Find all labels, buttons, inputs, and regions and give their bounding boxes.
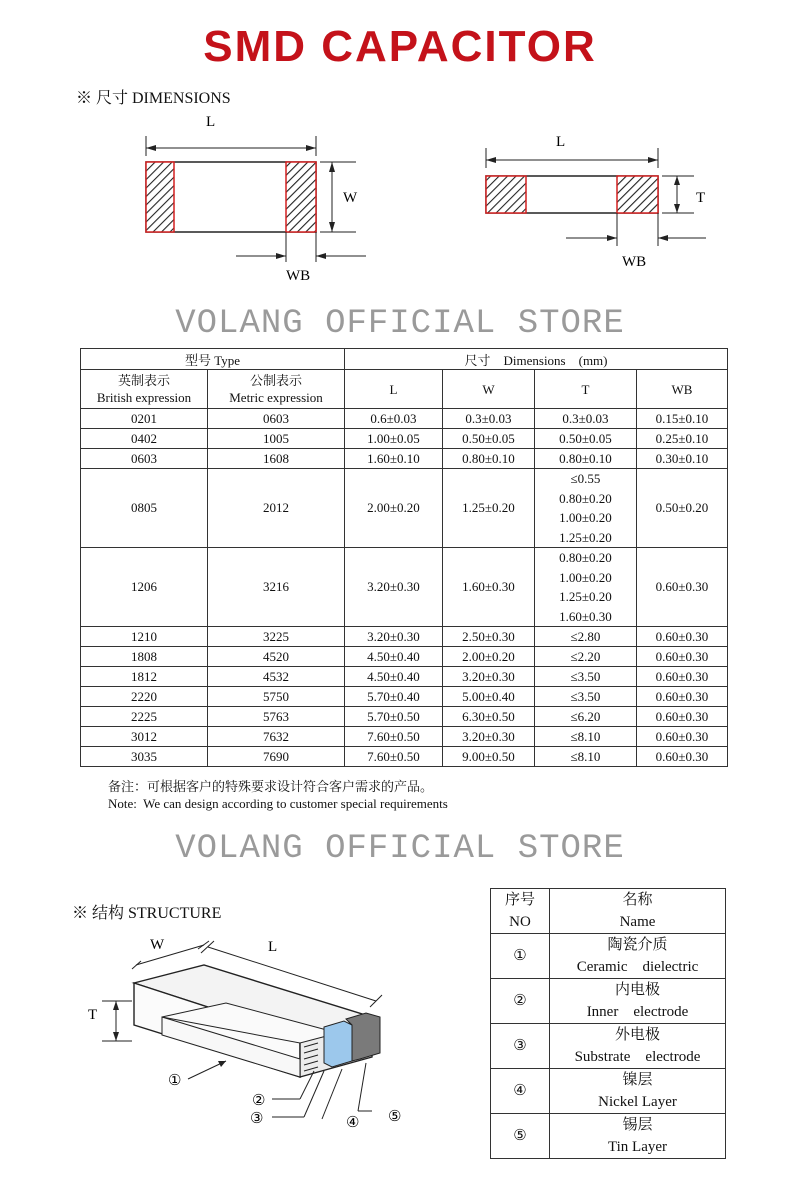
struct-label-L: L [268, 939, 278, 955]
cell-metric: 7690 [208, 747, 345, 767]
cell-metric: 3225 [208, 627, 345, 647]
struct-name-header: 名称 Name [550, 889, 726, 934]
structure-row [491, 979, 726, 1024]
note-english: Note: We can design according to customer special requirements [108, 796, 448, 811]
cell-T: ≤0.55 0.80±0.20 1.00±0.20 1.25±0.20 [535, 469, 637, 548]
marker-5: ⑤ [388, 1109, 402, 1125]
structure-no: ① [491, 934, 550, 979]
structure-diagram [76, 925, 416, 1140]
electrode-right [286, 162, 316, 232]
nickel-layer [324, 1021, 352, 1067]
cell-L: 2.00±0.20 [345, 469, 443, 548]
label-WB-side: WB [622, 254, 647, 270]
marker-1: ① [168, 1073, 182, 1089]
cell-T: 0.3±0.03 [535, 409, 637, 429]
table-row [81, 409, 728, 429]
cell-WB: 0.30±0.10 [637, 449, 728, 469]
metric-header: 公制表示 Metric expression [208, 370, 345, 409]
cell-metric: 7632 [208, 727, 345, 747]
cell-T: ≤3.50 [535, 687, 637, 707]
cell-british: 3035 [81, 747, 208, 767]
cell-WB: 0.25±0.10 [637, 429, 728, 449]
type-header: 型号 Type [81, 349, 345, 370]
structure-name: 外电极 Substrate electrode [550, 1024, 726, 1069]
cell-metric: 0603 [208, 409, 345, 429]
cell-metric: 1608 [208, 449, 345, 469]
cell-W: 6.30±0.50 [443, 707, 535, 727]
structure-row [491, 934, 726, 979]
cell-L: 4.50±0.40 [345, 647, 443, 667]
structure-name: 内电极 Inner electrode [550, 979, 726, 1024]
cell-W: 9.00±0.50 [443, 747, 535, 767]
col-L-header: L [345, 370, 443, 409]
cell-W: 0.50±0.05 [443, 429, 535, 449]
table-row [81, 707, 728, 727]
structure-row [491, 1114, 726, 1159]
cell-WB: 0.50±0.20 [637, 469, 728, 548]
structure-heading: ※ 结构 STRUCTURE [72, 905, 222, 922]
cell-british: 0603 [81, 449, 208, 469]
table-row [81, 548, 728, 627]
marker-2: ② [252, 1093, 266, 1109]
cell-L: 7.60±0.50 [345, 747, 443, 767]
cell-T: 0.80±0.20 1.00±0.20 1.25±0.20 1.60±0.30 [535, 548, 637, 627]
top-view-diagram [130, 110, 380, 290]
cell-metric: 5763 [208, 707, 345, 727]
structure-no: ④ [491, 1069, 550, 1114]
label-L: L [206, 114, 216, 130]
cell-T: 0.50±0.05 [535, 429, 637, 449]
cell-british: 3012 [81, 727, 208, 747]
col-W-header: W [443, 370, 535, 409]
table-row [81, 469, 728, 548]
structure-name: 镍层 Nickel Layer [550, 1069, 726, 1114]
cell-L: 7.60±0.50 [345, 727, 443, 747]
side-view-diagram [470, 128, 720, 278]
structure-table [490, 888, 726, 1159]
marker-4: ④ [346, 1115, 360, 1131]
cell-WB: 0.60±0.30 [637, 647, 728, 667]
label-WB: WB [286, 268, 311, 284]
cell-WB: 0.60±0.30 [637, 548, 728, 627]
cell-L: 1.00±0.05 [345, 429, 443, 449]
cell-W: 2.50±0.30 [443, 627, 535, 647]
cell-WB: 0.60±0.30 [637, 707, 728, 727]
cell-W: 0.3±0.03 [443, 409, 535, 429]
structure-row [491, 1069, 726, 1114]
cell-metric: 4532 [208, 667, 345, 687]
page-title: SMD CAPACITOR [203, 22, 597, 71]
british-header: 英制表示 British expression [81, 370, 208, 409]
cell-W: 2.00±0.20 [443, 647, 535, 667]
dimensions-table [80, 348, 728, 767]
cell-metric: 2012 [208, 469, 345, 548]
cell-T: ≤6.20 [535, 707, 637, 727]
cell-W: 1.60±0.30 [443, 548, 535, 627]
cell-british: 2220 [81, 687, 208, 707]
cell-T: ≤2.80 [535, 627, 637, 647]
dimensions-header: 尺寸 Dimensions (mm) [345, 349, 728, 370]
cell-T: ≤2.20 [535, 647, 637, 667]
cell-metric: 1005 [208, 429, 345, 449]
electrode-left-side [486, 176, 526, 213]
table-row [81, 429, 728, 449]
table-row [81, 647, 728, 667]
cell-T: ≤3.50 [535, 667, 637, 687]
electrode-right-side [617, 176, 658, 213]
cell-WB: 0.60±0.30 [637, 727, 728, 747]
cell-metric: 3216 [208, 548, 345, 627]
struct-no-header: 序号 NO [491, 889, 550, 934]
cell-L: 0.6±0.03 [345, 409, 443, 429]
cell-british: 2225 [81, 707, 208, 727]
cell-L: 3.20±0.30 [345, 548, 443, 627]
cell-british: 1812 [81, 667, 208, 687]
structure-no: ② [491, 979, 550, 1024]
cell-L: 5.70±0.40 [345, 687, 443, 707]
structure-name: 锡层 Tin Layer [550, 1114, 726, 1159]
col-WB-header: WB [637, 370, 728, 409]
cell-T: ≤8.10 [535, 747, 637, 767]
table-row [81, 687, 728, 707]
cell-W: 1.25±0.20 [443, 469, 535, 548]
cell-W: 5.00±0.40 [443, 687, 535, 707]
cell-W: 3.20±0.30 [443, 667, 535, 687]
label-T: T [696, 190, 706, 206]
watermark-top: VOLANG OFFICIAL STORE [175, 305, 625, 343]
electrode-left [146, 162, 174, 232]
table-row [81, 627, 728, 647]
cell-L: 1.60±0.10 [345, 449, 443, 469]
cell-WB: 0.60±0.30 [637, 687, 728, 707]
table-row [81, 667, 728, 687]
table-row [81, 747, 728, 767]
cell-british: 1210 [81, 627, 208, 647]
cell-T: 0.80±0.10 [535, 449, 637, 469]
cell-metric: 4520 [208, 647, 345, 667]
cell-T: ≤8.10 [535, 727, 637, 747]
cell-L: 3.20±0.30 [345, 627, 443, 647]
structure-no: ⑤ [491, 1114, 550, 1159]
cell-british: 0201 [81, 409, 208, 429]
label-W: W [343, 190, 358, 206]
cell-L: 4.50±0.40 [345, 667, 443, 687]
cell-metric: 5750 [208, 687, 345, 707]
col-T-header: T [535, 370, 637, 409]
cell-W: 0.80±0.10 [443, 449, 535, 469]
cell-british: 0805 [81, 469, 208, 548]
label-L-side: L [556, 134, 566, 150]
table-row [81, 727, 728, 747]
cell-W: 3.20±0.30 [443, 727, 535, 747]
note-chinese: 备注：可根据客户的特殊要求设计符合客户需求的产品。 [108, 779, 434, 794]
structure-name: 陶瓷介质 Ceramic dielectric [550, 934, 726, 979]
watermark-bottom: VOLANG OFFICIAL STORE [175, 830, 625, 868]
cell-british: 1206 [81, 548, 208, 627]
table-row [81, 449, 728, 469]
cell-WB: 0.15±0.10 [637, 409, 728, 429]
structure-row [491, 1024, 726, 1069]
cell-L: 5.70±0.50 [345, 707, 443, 727]
struct-label-T: T [88, 1007, 98, 1023]
cell-WB: 0.60±0.30 [637, 667, 728, 687]
struct-label-W: W [150, 937, 165, 953]
marker-3: ③ [250, 1111, 264, 1127]
structure-no: ③ [491, 1024, 550, 1069]
dimensions-heading: ※ 尺寸 DIMENSIONS [76, 90, 231, 107]
cell-british: 0402 [81, 429, 208, 449]
cell-WB: 0.60±0.30 [637, 747, 728, 767]
cell-WB: 0.60±0.30 [637, 627, 728, 647]
cell-british: 1808 [81, 647, 208, 667]
